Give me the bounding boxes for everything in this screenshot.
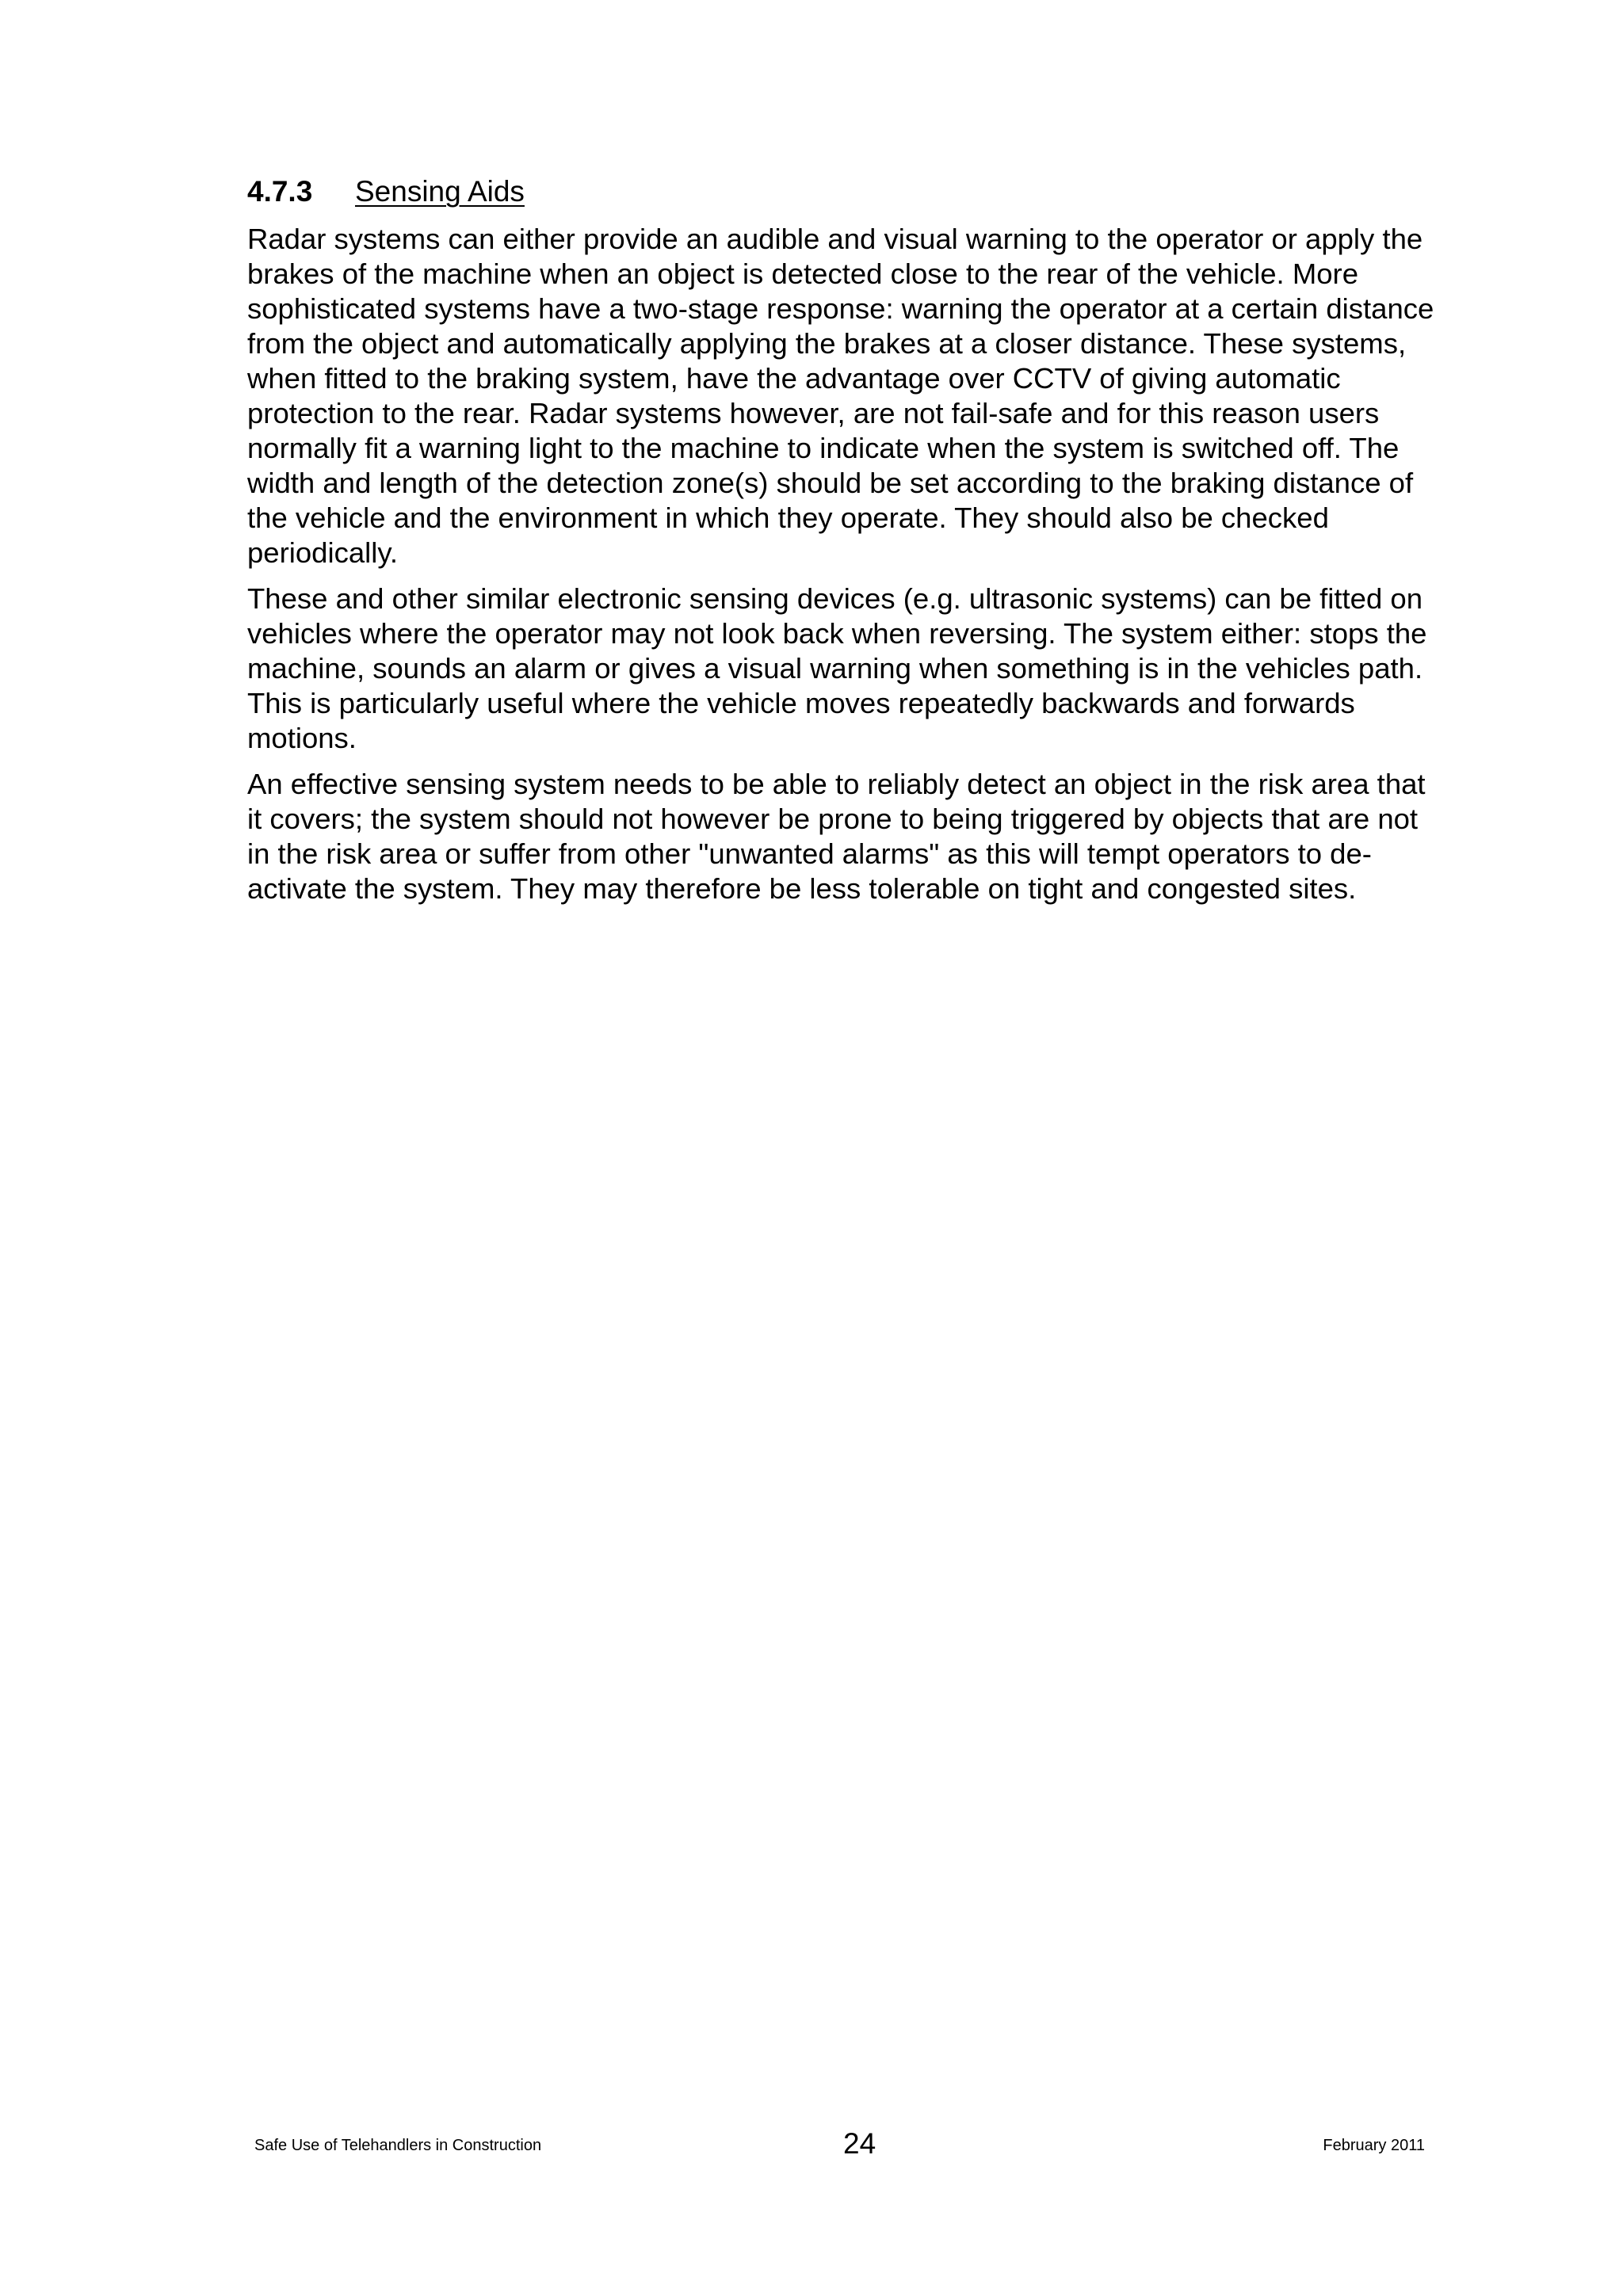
section-title: Sensing Aids xyxy=(355,175,525,208)
paragraph-radar-systems: Radar systems can either provide an audible and visual warning to the operator or apply the brakes of the machine when an object is detected close to the rear of the vehicle. More sophisticated systems have a two-stage response: warning the operator at a certain distance from the object and automatically applying the brakes at a closer distance. These systems, when fitted to the braking system, have the advantage over CCTV of giving automatic protection to the rear. Radar systems however, are not fail-safe and for this reason users normally fit a warning light to the machine to indicate when the system is switched off. The width and length of the detection zone(s) should be set according to the braking distance of the vehicle and the environment in which they operate. They should also be checked periodically. xyxy=(247,223,1434,569)
footer-page-number: 24 xyxy=(843,2127,876,2160)
paragraph-effective-sensing-system: An effective sensing system needs to be able to reliably detect an object in the risk area that it covers; the system should not however be prone to being triggered by objects that are not in the risk area or suffer from other "unwanted alarms" as this will tempt operators to de-activate the system. They may therefore be less tolerable on tight and congested sites. xyxy=(247,768,1426,905)
page-footer xyxy=(0,2126,1623,2166)
paragraph-electronic-sensing-devices: These and other similar electronic sensing devices (e.g. ultrasonic systems) can be fitted on vehicles where the operator may not look back when reversing. The system either: stops the machine, sounds an alarm or gives a visual warning when something is in the vehicles path. This is particularly useful where the vehicle moves repeatedly backwards and forwards motions. xyxy=(247,582,1427,754)
footer-document-title: Safe Use of Telehandlers in Construction xyxy=(254,2137,542,2154)
footer-date: February 2011 xyxy=(1323,2137,1425,2154)
document-body xyxy=(247,173,1444,917)
section-heading xyxy=(247,173,1444,211)
section-number: 4.7.3 xyxy=(247,175,313,208)
